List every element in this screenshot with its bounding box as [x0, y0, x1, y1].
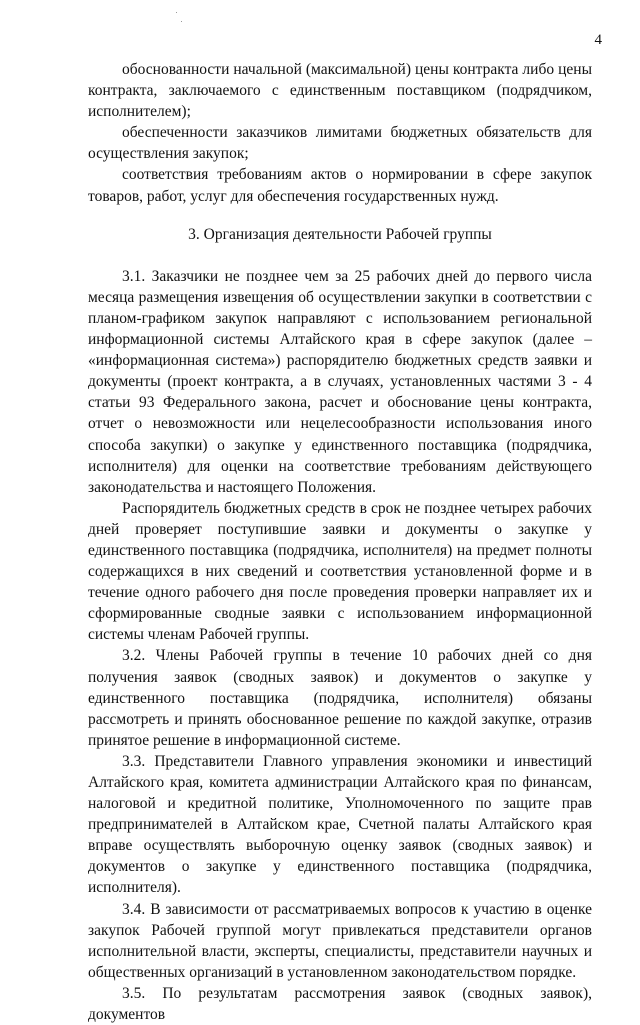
paragraph-intro-3: соответствия требованиям актов о нормировании в сфере закупок товаров, работ, услуг для обеспечения государственных нужд.: [88, 166, 592, 205]
paragraph-intro-2: обеспеченности заказчиков лимитами бюджетных обязательств для осуществления закупок;: [88, 124, 592, 163]
paragraph-3-4: 3.4. В зависимости от рассматриваемых вопросов к участию в оценке закупок Рабочей группой могут привлекаться представители органов исполнительной власти, эксперты, специалисты, представители научных и общественных организаций в установленном законодательством порядке.: [88, 900, 592, 981]
paragraph-3-1-cont: Распорядитель бюджетных средств в срок не позднее четырех рабочих дней проверяет поступившие заявки и документы о закупке у единственного поставщика (подрядчика, исполнителя) на предмет полноты содержащихся в них сведений и соответствия установленной форме и в течение одного рабочего дня после проведения проверки направляет их и сформированные сводные заявки с использованием информационной системы членам Рабочей группы.: [88, 499, 592, 644]
paragraph-3-1: 3.1. Заказчики не позднее чем за 25 рабочих дней до первого числа месяца размещения извещения об осуществлении закупки в соответствии с планом-графиком закупок направляют с использованием региональной информационной системы Алтайского края в сфере закупок (далее – «информационная система») распорядителю бюджетных средств заявки и документы (проект контракта, а в случаях, установленных частями 3 - 4 статьи 93 Федерального закона, расчет и обоснование цены контракта, отчет о невозможности или нецелесообразности использования иного способа закупки) о закупке у единственного поставщика (подрядчика, исполнителя) для оценки на соответствие требованиям действующего законодательства и настоящего Положения.: [88, 267, 592, 496]
page-number: 4: [594, 32, 602, 48]
paragraph-3-2: 3.2. Члены Рабочей группы в течение 10 рабочих дней со дня получения заявок (сводных заявок) и документов о закупке у единственного поставщика (подрядчика, исполнителя) обязаны рассмотреть и принять обоснованное решение по каждой закупке, отразив принятое решение в информационной системе.: [88, 647, 592, 749]
paragraph-intro-1: обоснованности начальной (максимальной) цены контракта либо цены контракта, заключаемого с единственным поставщиком (подрядчиком, исполнителем);: [88, 61, 592, 121]
paragraph-3-5: 3.5. По результатам рассмотрения заявок (сводных заявок), документов: [88, 984, 592, 1024]
section-heading: 3. Организация деятельности Рабочей группы: [188, 225, 492, 243]
paragraph-3-3: 3.3. Представители Главного управления экономики и инвестиций Алтайского края, комитета администрации Алтайского края по финансам, налоговой и кредитной политике, Уполномоченного по защите прав предпринимателей в Алтайском крае, Счетной палаты Алтайского края вправе осуществлять выборочную оценку заявок (сводных заявок) и документов о закупке у единственного поставщика (подрядчика, исполнителя).: [88, 752, 592, 897]
scan-speck: [176, 12, 177, 13]
scan-speck: [181, 21, 182, 22]
document-body: [88, 59, 592, 1025]
